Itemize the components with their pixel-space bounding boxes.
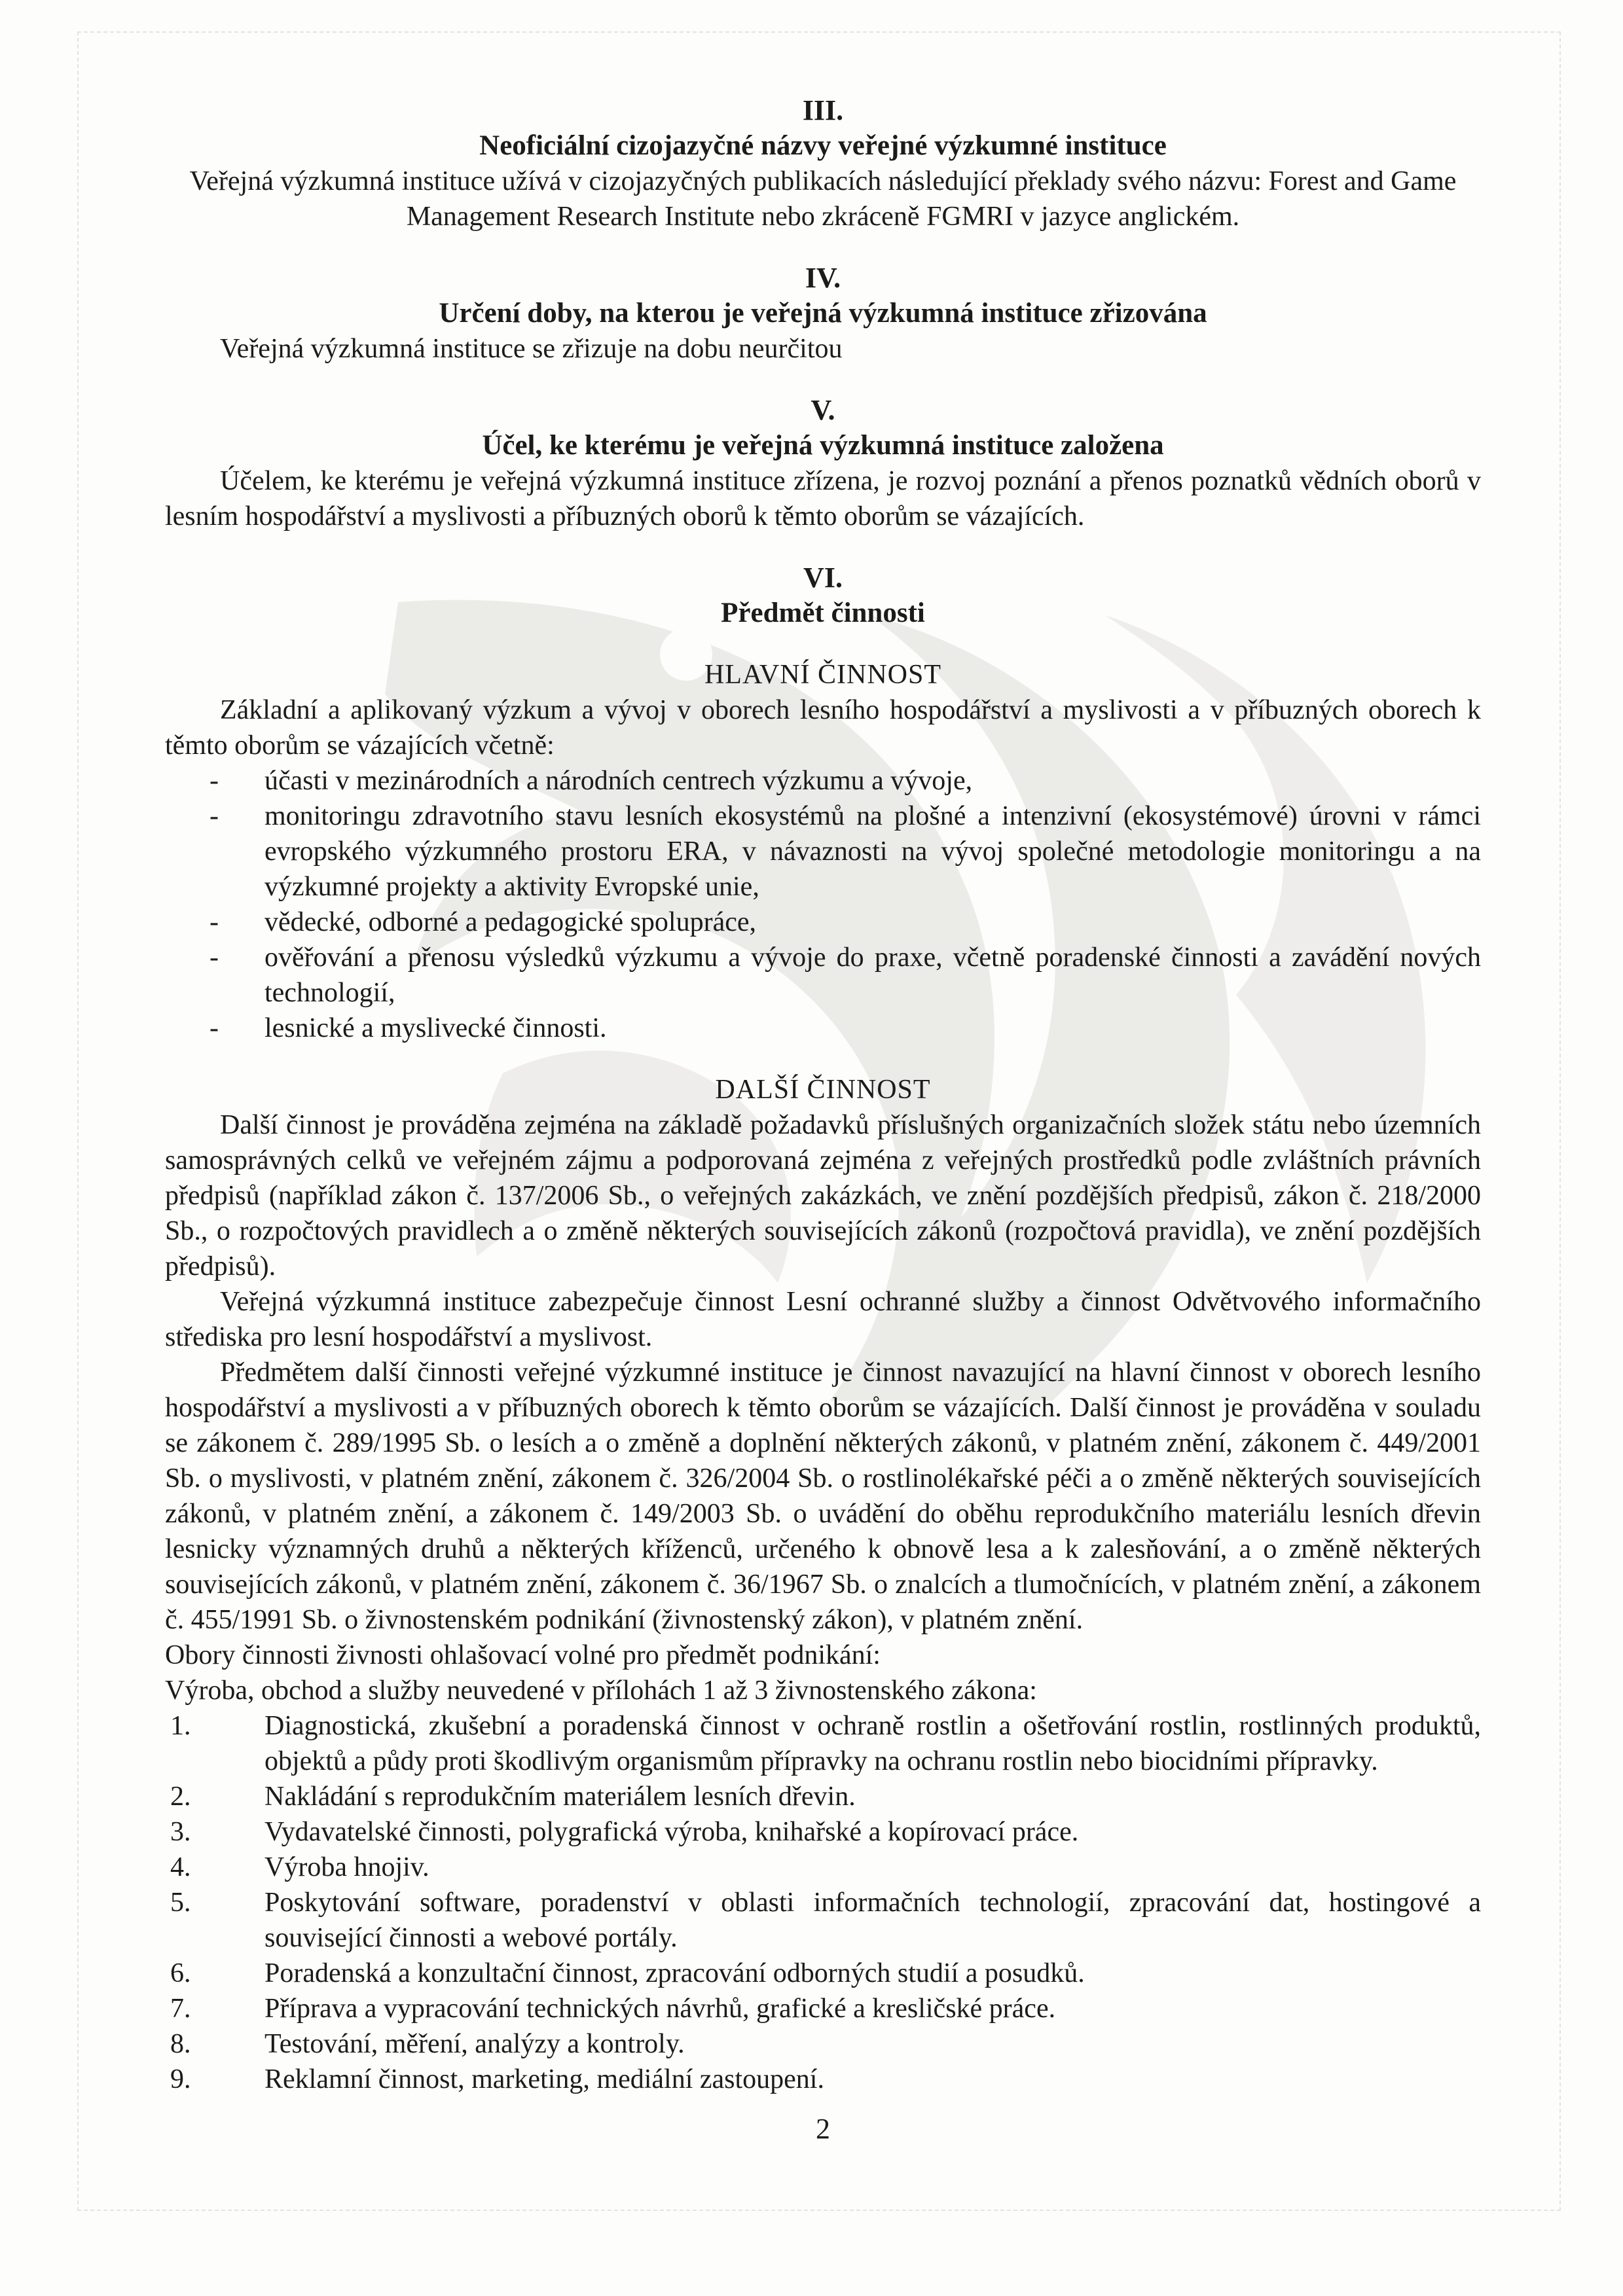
section-4-text: Veřejná výzkumná instituce se zřizuje na dobu neurčitou [220, 334, 843, 364]
list-item: 4. Výroba hnojiv. [170, 1852, 429, 1882]
main-activity-intro: Základní a aplikovaný výzkum a vývoj v oborech lesního hospodářství a myslivosti a v příbuzných oborech k těmto oborům se vázajících včetně: [165, 695, 1481, 761]
other-activity-paragraph: Veřejná výzkumná instituce zabezpečuje činnost Lesní ochranné služby a činnost Odvětvového informačního střediska pro lesní hospodářství a myslivost. [165, 1287, 1481, 1352]
list-item: 9. Reklamní činnost, marketing, mediální zastoupení. [170, 2064, 824, 2094]
section-3-title: Neoficiální cizojazyčné názvy veřejné výzkumné instituce [479, 130, 1167, 161]
list-item: - monitoringu zdravotního stavu lesních ekosystémů na plošné a intenzivní (ekosystémové) úrovni v rámci evropského výzkumného prostoru ERA, v návaznosti na vývoj společné metodologie monitoringu a na výzkumné projekty a aktivity Evropské unie, [210, 801, 1481, 902]
section-4-title: Určení doby, na kterou je veřejná výzkumná instituce zřizována [439, 298, 1207, 329]
list-item: 6. Poradenská a konzultační činnost, zpracování odborných studií a posudků. [170, 1958, 1085, 1988]
section-5-number: V. [811, 394, 835, 426]
main-activity-list [165, 763, 1481, 1046]
main-activity-heading: HLAVNÍ ČINNOST [704, 660, 942, 690]
section-4-number: IV. [805, 262, 841, 294]
trade-intro-line: Obory činnosti živnosti ohlašovací volné pro předmět podnikání: [165, 1640, 881, 1670]
section-6-number: VI. [803, 562, 843, 594]
list-item: - lesnické a myslivecké činnosti. [210, 1013, 607, 1043]
other-activity-paragraph: Další činnost je prováděna zejména na základě požadavků příslušných organizačních složek státu nebo územních samosprávných celků ve veřejném zájmu a podporovaná zejména z veřejných prostředků podle zvláštních právních předpisů (například zákon č. 137/2006 Sb., o veřejných zakázkách, ve znění pozdějších předpisů, zákon č. 218/2000 Sb., o rozpočtových pravidlech a o změně některých souvisejících zákonů (rozpočtová pravidla), ve znění pozdějších předpisů). [165, 1110, 1481, 1282]
list-item: 8. Testování, měření, analýzy a kontroly. [170, 2029, 685, 2059]
section-3-number: III. [802, 94, 844, 126]
section-6-title: Předmět činnosti [721, 598, 925, 628]
list-item: - vědecké, odborné a pedagogické spolupráce, [210, 907, 756, 937]
section-5-text: Účelem, ke kterému je veřejná výzkumná instituce zřízena, je rozvoj poznání a přenos poznatků vědních oborů v lesním hospodářství a myslivosti a příbuzných oborů k těmto oborům se vázajících. [165, 466, 1481, 531]
trade-list [165, 1708, 1481, 2097]
trade-intro-line: Výroba, obchod a služby neuvedené v přílohách 1 až 3 živnostenského zákona: [165, 1676, 1037, 1706]
document-page [165, 93, 1481, 2147]
list-item: 3. Vydavatelské činnosti, polygrafická výroba, knihařské a kopírovací práce. [170, 1817, 1079, 1847]
other-activity-paragraph: Předmětem další činnosti veřejné výzkumné instituce je činnost navazující na hlavní činnost v oborech lesního hospodářství a myslivosti a v příbuzných oborech k těmto oborům se vázajících. Další činnost je prováděna v souladu se zákonem č. 289/1995 Sb. o lesích a o změně a doplnění některých zákonů, v platném znění, zákonem č. 449/2001 Sb. o myslivosti, v platném znění, zákonem č. 326/2004 Sb. o rostlinolékařské péči a o změně některých souvisejících zákonů, v platném znění, a zákonem č. 149/2003 Sb. o uvádění do oběhu reprodukčního materiálu lesních dřevin lesnicky významných druhů a některých kříženců, určeného k obnově lesa a k zalesňování, a o změně některých souvisejících zákonů, v platném znění, zákonem č. 36/1967 Sb. o znalcích a tlumočnících, v platném znění, a zákonem č. 455/1991 Sb. o živnostenském podnikání (živnostenský zákon), v platném znění. [165, 1357, 1481, 1635]
list-item: - ověřování a přenosu výsledků výzkumu a vývoje do praxe, včetně poradenské činnosti a zavádění nových technologií, [210, 942, 1481, 1008]
list-item: - účasti v mezinárodních a národních centrech výzkumu a vývoje, [210, 766, 973, 796]
section-3-text: Veřejná výzkumná instituce užívá v cizojazyčných publikacích následující překlady svého názvu: Forest and Game Management Research Institute nebo zkráceně FGMRI v jazyce anglickém. [189, 166, 1457, 232]
section-5-title: Účel, ke kterému je veřejná výzkumná instituce založena [482, 430, 1164, 461]
list-item: 5. Poskytování software, poradenství v oblasti informačních technologií, zpracování dat, hostingové a související činnosti a webové portály. [170, 1888, 1481, 1953]
other-activity-heading: DALŠÍ ČINNOST [715, 1075, 931, 1105]
page-number: 2 [816, 2113, 830, 2145]
list-item: 7. Příprava a vypracování technických návrhů, grafické a kresličské práce. [170, 1994, 1056, 2024]
list-item: 1. Diagnostická, zkušební a poradenská činnost v ochraně rostlin a ošetřování rostlin, rostlinných produktů, objektů a půdy proti škodlivým organismům přípravky na ochranu rostlin nebo biocidními přípravky. [170, 1711, 1481, 1776]
list-item: 2. Nakládání s reprodukčním materiálem lesních dřevin. [170, 1782, 856, 1812]
